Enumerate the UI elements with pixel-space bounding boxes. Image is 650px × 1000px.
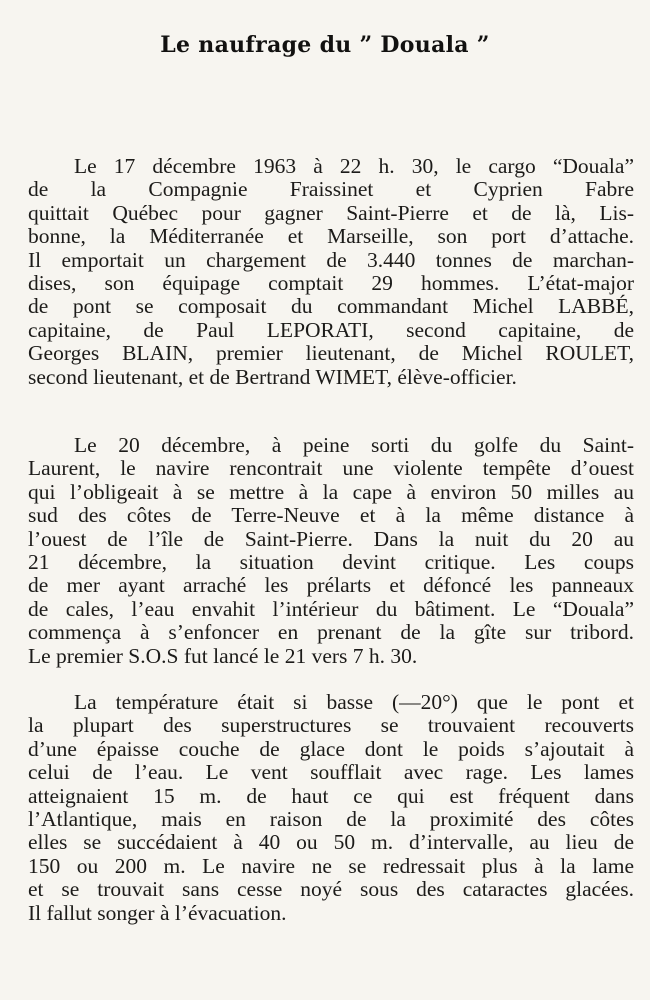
text-line: qui l’obligeait à se mettre à la cape à environ 50 milles au: [28, 479, 634, 504]
text-line: atteignaient 15 m. de haut ce qui est fréquent dans: [28, 783, 634, 808]
text-line: Le premier S.O.S fut lancé le 21 vers 7 h. 30.: [28, 643, 418, 668]
text-line: de pont se composait du commandant Michel LABBÉ,: [28, 294, 634, 319]
text-line: l’Atlantique, mais en raison de la proximité des côtes: [28, 807, 634, 832]
text-line: dises, son équipage comptait 29 hommes. L’état-major: [28, 271, 634, 296]
text-line: et se trouvait sans cesse noyé sous des cataractes glacées.: [28, 877, 634, 902]
text-line: de cales, l’eau envahit l’intérieur du bâtiment. Le “Douala”: [28, 596, 634, 621]
text-line: l’ouest de l’île de Saint-Pierre. Dans la nuit du 20 au: [28, 526, 634, 551]
text-line: de mer ayant arraché les prélarts et défoncé les panneaux: [28, 573, 634, 598]
text-line: second lieutenant, et de Bertrand WIMET, élève-officier.: [28, 364, 517, 389]
text-line: Le 20 décembre, à peine sorti du golfe du Saint-: [74, 433, 634, 457]
text-line: elles se succédaient à 40 ou 50 m. d’intervalle, au lieu de: [28, 830, 634, 855]
text-line: 150 ou 200 m. Le navire ne se redressait plus à la lame: [28, 853, 634, 878]
text-line: quittait Québec pour gagner Saint-Pierre et de là, Lis-: [28, 200, 634, 225]
text-line: celui de l’eau. Le vent soufflait avec rage. Les lames: [28, 760, 634, 785]
page-title: Le naufrage du ” Douala ”: [160, 32, 490, 58]
text-line: capitaine, de Paul LEPORATI, second capitaine, de: [28, 317, 634, 342]
text-line: 21 décembre, la situation devint critique. Les coups: [28, 550, 634, 575]
text-line: Laurent, le navire rencontrait une violente tempête d’ouest: [28, 456, 634, 481]
text-line: de la Compagnie Fraissinet et Cyprien Fabre: [28, 177, 634, 202]
paragraph-3: [28, 691, 634, 925]
text-line: Georges BLAIN, premier lieutenant, de Michel ROULET,: [28, 341, 634, 366]
text-line: La température était si basse (—20°) que le pont et: [74, 690, 634, 714]
text-line: d’une épaisse couche de glace dont le poids s’ajoutait à: [28, 736, 634, 761]
text-line: commença à s’enfoncer en prenant de la gîte sur tribord.: [28, 620, 634, 645]
text-line: Il fallut songer à l’évacuation.: [28, 900, 287, 925]
text-line: Le 17 décembre 1963 à 22 h. 30, le cargo “Douala”: [74, 154, 634, 178]
text-line: la plupart des superstructures se trouvaient recouverts: [28, 713, 634, 738]
text-line: sud des côtes de Terre-Neuve et à la même distance à: [28, 503, 634, 528]
text-line: bonne, la Méditerranée et Marseille, son port d’attache.: [28, 224, 634, 249]
paragraph-1: [28, 155, 634, 389]
paragraph-2: [28, 434, 634, 668]
text-line: Il emportait un chargement de 3.440 tonnes de marchan-: [28, 247, 634, 272]
